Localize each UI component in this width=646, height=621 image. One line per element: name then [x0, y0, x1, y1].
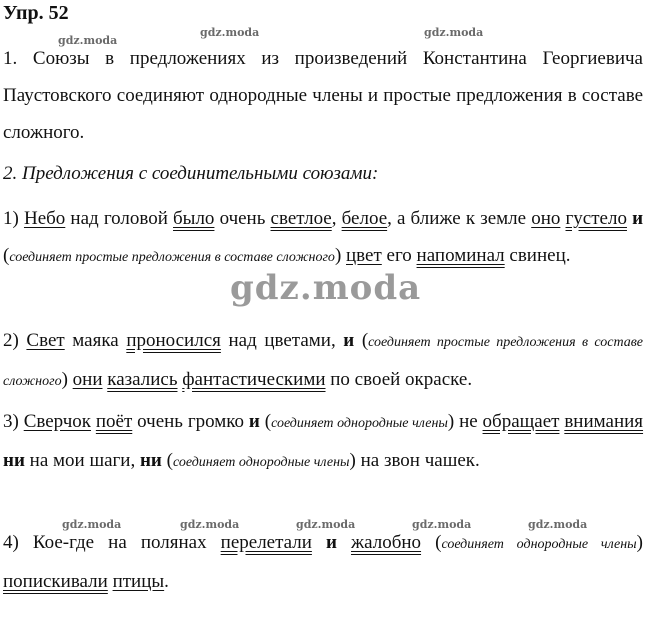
text-fragment: ) не — [447, 411, 483, 432]
text-fragment: его — [381, 245, 417, 266]
watermark: gdz.moda — [424, 26, 484, 39]
text-fragment: свинец. — [504, 245, 571, 266]
subject-word: оно — [531, 208, 561, 229]
conjunction-note: соединяет простые предложения в составе сложного — [3, 335, 644, 389]
text-fragment: на мои шаги, — [24, 450, 140, 471]
predicate-word: перелетали — [220, 532, 312, 553]
text-fragment: ) — [636, 532, 643, 553]
predicate-word: жалобно — [351, 532, 422, 553]
predicate-word: фантастическими — [182, 369, 326, 390]
text-fragment: , — [331, 208, 342, 229]
predicate-word: светлое — [270, 208, 332, 229]
watermark: gdz.moda — [528, 518, 588, 531]
sentence-1 — [3, 200, 643, 276]
conjunction-note: соединяет однородные члены — [271, 416, 448, 431]
text-fragment: ( — [259, 411, 272, 432]
predicate-word: напоминал — [416, 245, 505, 266]
watermark: gdz.moda — [412, 518, 472, 531]
sentence-3 — [3, 403, 643, 481]
text-fragment: над головой — [65, 208, 174, 229]
predicate-word: белое — [341, 208, 388, 229]
predicate-word: поёт — [95, 411, 133, 432]
conjunction-note: соединяет однородные члены — [172, 455, 350, 470]
text-fragment: над цветами, — [220, 330, 344, 351]
watermark: gdz.moda — [200, 26, 260, 39]
subject-word: Небо — [23, 208, 66, 229]
sentence-number: 3) — [3, 411, 19, 432]
predicate-word: попискивали — [3, 571, 108, 592]
text-fragment: маяка — [64, 330, 127, 351]
text-fragment: ) — [334, 245, 347, 266]
conjunction: и — [325, 532, 337, 553]
subject-word: птицы — [112, 571, 165, 592]
sentence-4 — [3, 524, 643, 600]
exercise-title: Упр. 52 — [3, 2, 69, 24]
text-fragment: Кое-где на полянах — [18, 532, 221, 553]
sentence-number: 1) — [3, 208, 19, 229]
conjunction: и — [248, 411, 260, 432]
predicate-word: обращает — [482, 411, 560, 432]
conjunction-note: соединяет однородные члены — [441, 537, 637, 552]
predicate-word: густело — [565, 208, 627, 229]
conjunction: и — [632, 208, 644, 229]
conjunction: ни — [139, 450, 162, 471]
watermark-large: gdz.moda — [230, 268, 422, 308]
subject-word: они — [72, 369, 103, 390]
text-fragment: по своей окраске. — [325, 369, 473, 390]
conjunction-note: соединяет простые предложения в составе сложного — [9, 250, 335, 265]
text-fragment: . — [164, 571, 169, 592]
subject-word: Свет — [26, 330, 65, 351]
watermark: gdz.moda — [296, 518, 356, 531]
text-fragment: очень громко — [132, 411, 249, 432]
watermark: gdz.moda — [62, 518, 122, 531]
text-fragment: ) на звон чашек. — [349, 450, 480, 471]
subject-word: цвет — [346, 245, 382, 266]
text-fragment: , а ближе к земле — [387, 208, 532, 229]
sentence-number: 2) — [3, 330, 19, 351]
sentence-number: 4) — [3, 532, 19, 553]
text-fragment: ( — [354, 330, 369, 351]
predicate-word: внимания — [564, 411, 644, 432]
text-fragment: ) — [61, 369, 73, 390]
text-fragment: ( — [3, 245, 10, 266]
predicate-word: казались — [107, 369, 178, 390]
conjunction: и — [343, 330, 355, 351]
watermark: gdz.moda — [180, 518, 240, 531]
sentence-2 — [3, 322, 643, 400]
paragraph-2: 2. Предложения с соединительными союзами: — [3, 163, 379, 184]
conjunction: ни — [3, 450, 25, 471]
text-fragment: ( — [161, 450, 173, 471]
subject-word: Сверчок — [23, 411, 91, 432]
predicate-word: проносился — [126, 330, 221, 351]
paragraph-1: 1. Союзы в предложениях из произведений Константина Георгиевича Паустовского соединяют однородные члены и простые предложения в составе сложного. — [3, 48, 643, 143]
text-fragment: очень — [214, 208, 271, 229]
text-fragment: ( — [435, 532, 442, 553]
predicate-word: было — [173, 208, 215, 229]
watermark: gdz.moda — [58, 34, 118, 47]
